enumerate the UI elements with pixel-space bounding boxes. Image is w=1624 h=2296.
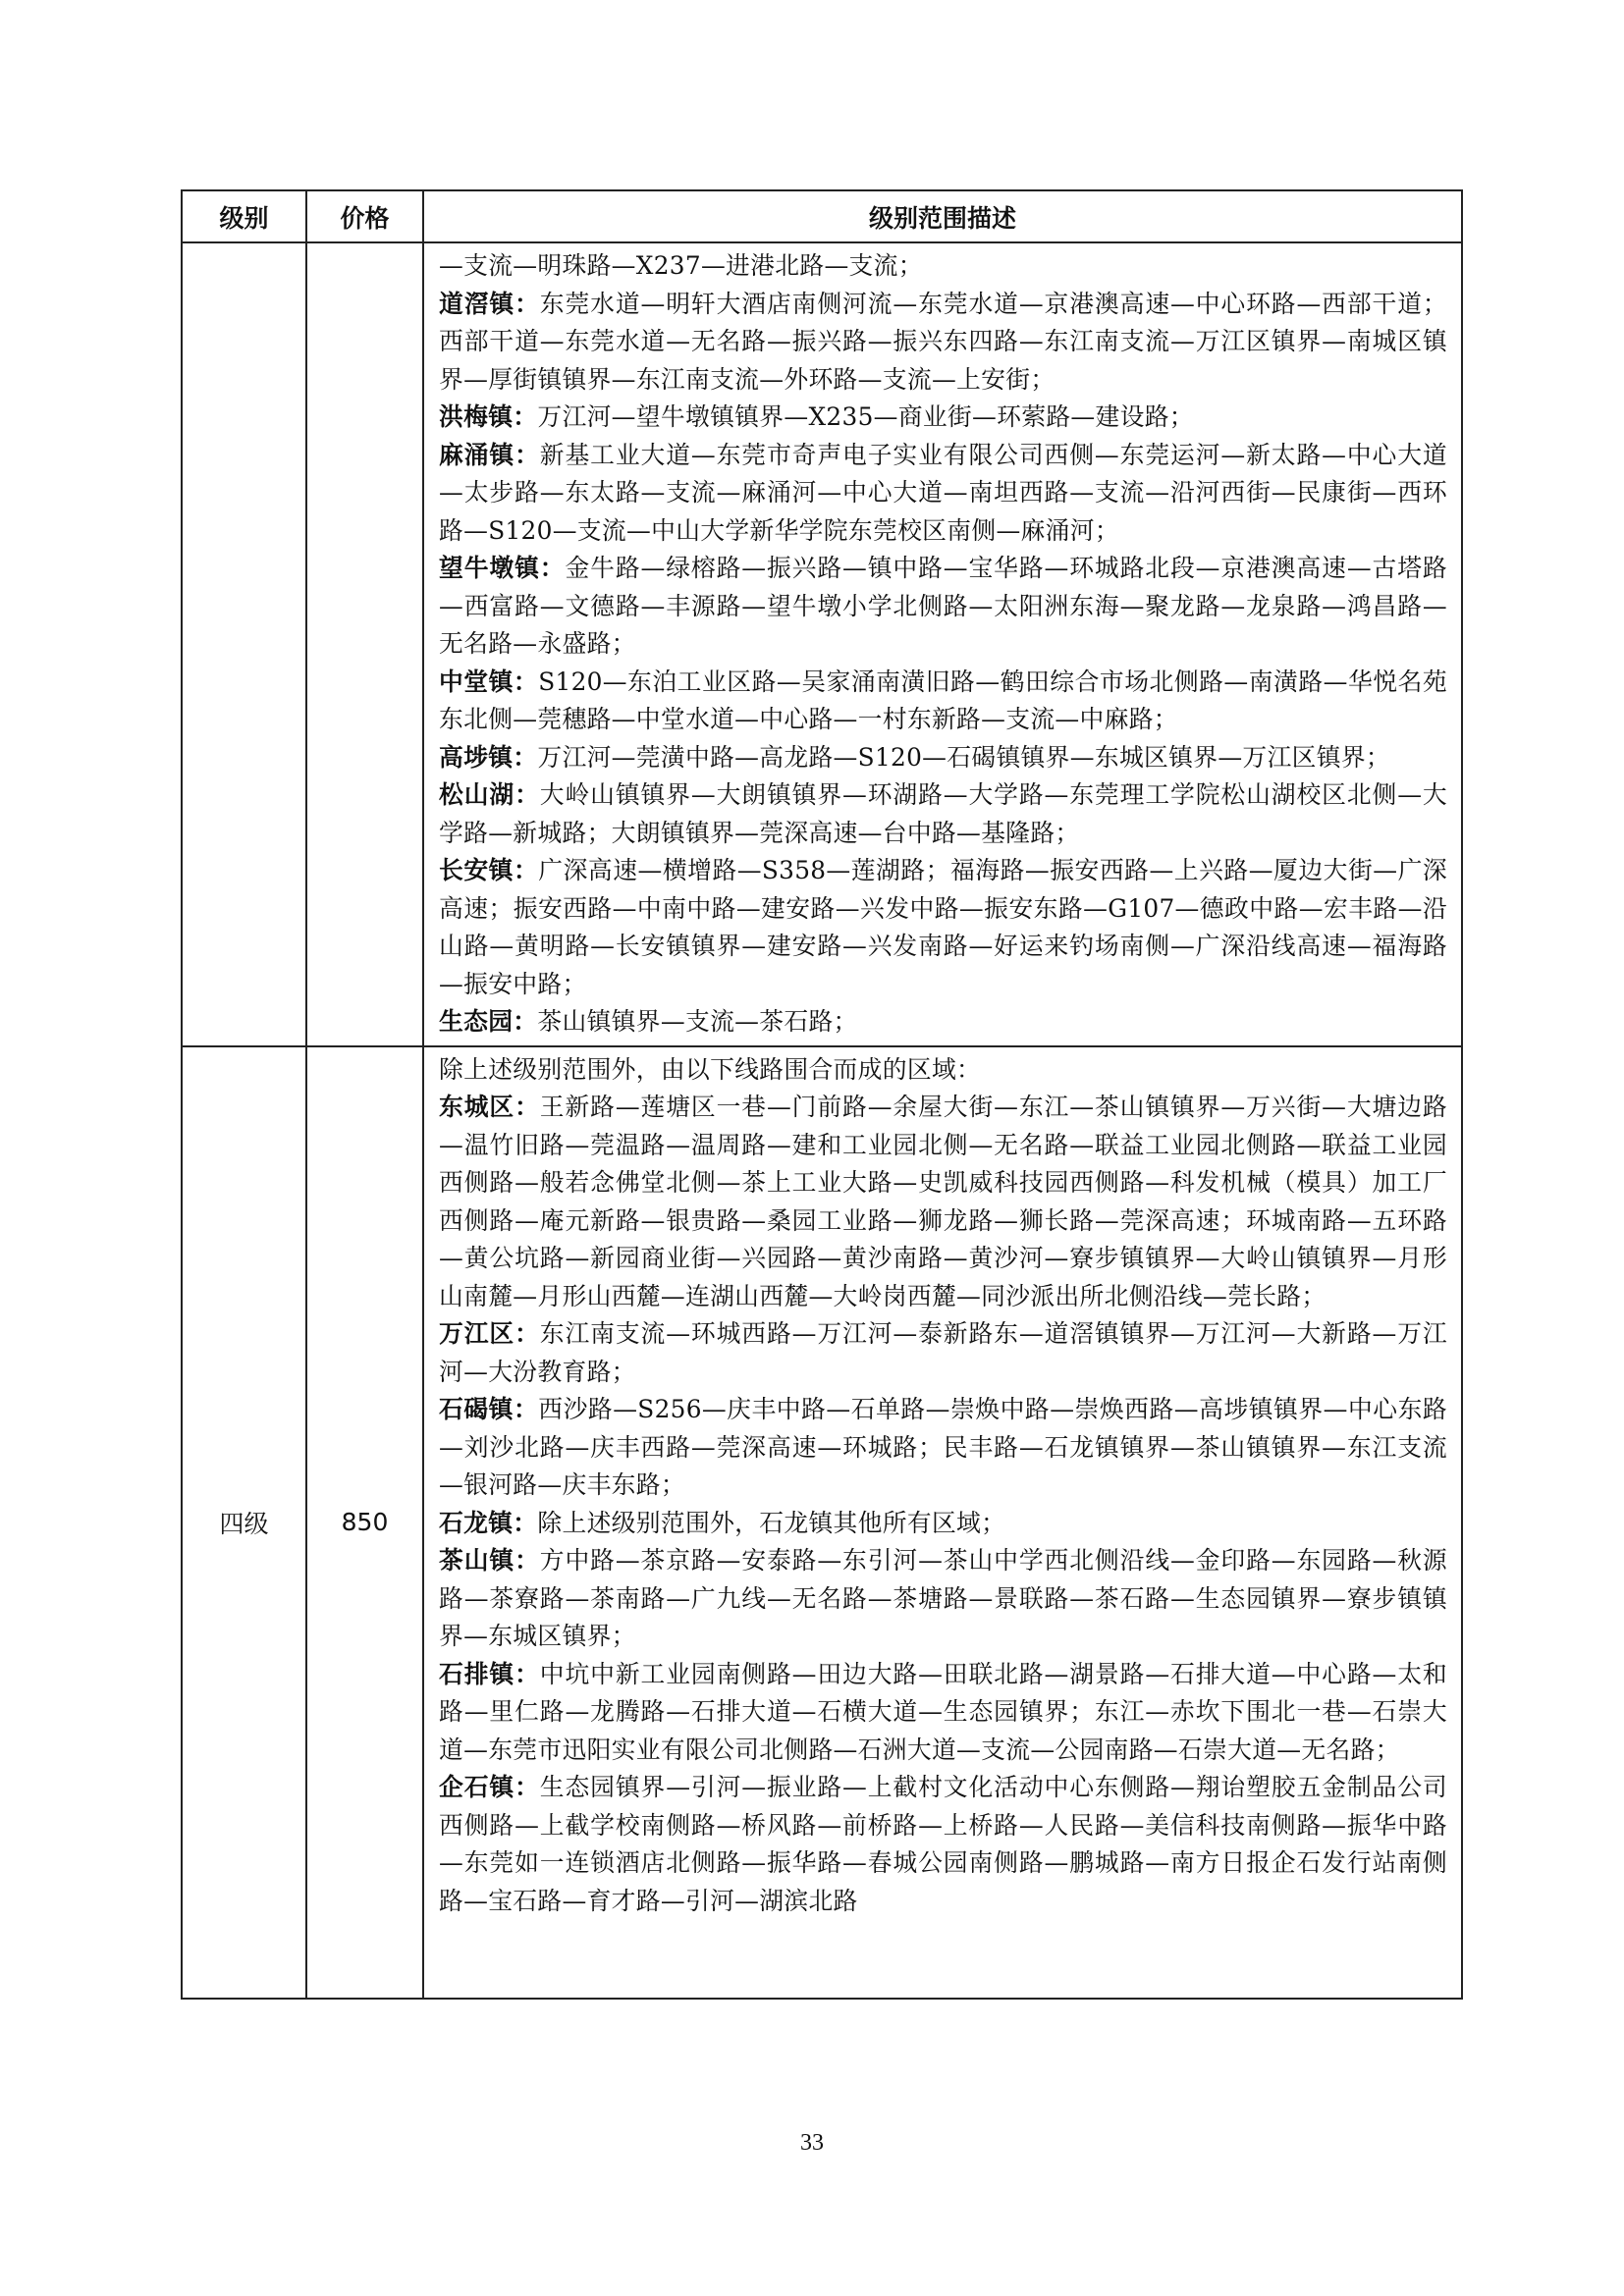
area-entry — [439, 286, 1447, 400]
area-entry — [439, 399, 1447, 437]
route-text: 西沙路—S256—庆丰中路—石单路—崇焕中路—崇焕西路—高埗镇镇界—中心东路—刘沙北路—庆丰西路—莞深高速—环城路；民丰路—石龙镇镇界—茶山镇镇界—东江支流—银河路—庆丰东路； — [439, 1395, 1447, 1499]
area-entry — [439, 664, 1447, 739]
route-text: 方中路—茶京路—安泰路—东引河—茶山中学西北侧沿线—金印路—东园路—秋源路—茶寮路—茶南路—广九线—无名路—茶塘路—景联路—茶石路—生态园镇界—寮步镇镇界—东城区镇界； — [439, 1546, 1447, 1650]
town-name: 生态园： — [439, 1007, 538, 1036]
route-text: 东莞水道—明轩大酒店南侧河流—东莞水道—京港澳高速—中心环路—西部干道；西部干道—东莞水道—无名路—振兴路—振兴东四路—东江南支流—万江区镇界—南城区镇界—厚街镇镇界—东江南支流—外环路—支流—上安街； — [439, 289, 1447, 394]
town-name: 石龙镇： — [439, 1508, 538, 1537]
town-name: 道滘镇： — [439, 289, 540, 318]
header-description: 级别范围描述 — [423, 190, 1462, 242]
town-name: 茶山镇： — [439, 1546, 540, 1575]
page-number: 33 — [800, 2130, 824, 2156]
route-text: 中坑中新工业园南侧路—田边大路—田联北路—湖景路—石排大道—中心路—太和路—里仁路—龙腾路—石排大道—石横大道—生态园镇界；东江—赤坎下围北一巷—石崇大道—东莞市迅阳实业有限公司北侧路—石洲大道—支流—公园南路—石崇大道—无名路； — [439, 1659, 1447, 1764]
route-text: 大岭山镇镇界—大朗镇镇界—环湖路—大学路—东莞理工学院松山湖校区北侧—大学路—新城路；大朗镇镇界—莞深高速—台中路—基隆路； — [439, 780, 1447, 847]
route-text: 除上述级别范围外，石龙镇其他所有区域； — [537, 1508, 1006, 1537]
price-cell: 850 — [306, 1046, 423, 1999]
route-text: —支流—明珠路—X237—进港北路—支流； — [439, 251, 923, 280]
area-entry — [439, 739, 1447, 777]
area-entry — [439, 1656, 1447, 1770]
price-cell — [306, 242, 423, 1046]
town-name: 企石镇： — [439, 1773, 540, 1801]
town-name: 石排镇： — [439, 1659, 540, 1688]
level-cell — [182, 242, 306, 1046]
description-cell — [423, 242, 1462, 1046]
table-row — [182, 242, 1462, 1046]
area-entry — [439, 1089, 1447, 1315]
area-entry — [439, 1051, 1447, 1090]
town-name: 松山湖： — [439, 780, 540, 809]
header-level: 级别 — [182, 190, 306, 242]
route-text: 金牛路—绿榕路—振兴路—镇中路—宝华路—环城路北段—京港澳高速—古塔路—西富路—文德路—丰源路—望牛墩小学北侧路—太阳洲东海—聚龙路—龙泉路—鸿昌路—无名路—永盛路； — [439, 554, 1447, 658]
area-entry — [439, 1505, 1447, 1543]
route-text: 广深高速—横增路—S358—莲湖路；福海路—振安西路—上兴路—厦边大街—广深高速；振安西路—中南中路—建安路—兴发中路—振安东路—G107—德政中路—宏丰路—沿山路—黄明路—长安镇镇界—建安路—兴发南路—好运来钓场南侧—广深沿线高速—福海路—振安中路； — [439, 856, 1447, 998]
town-name: 万江区： — [439, 1319, 540, 1348]
area-entry — [439, 437, 1447, 551]
area-entry — [439, 776, 1447, 852]
area-entry — [439, 1315, 1447, 1391]
table-header-row — [182, 190, 1462, 242]
town-name: 望牛墩镇： — [439, 554, 566, 582]
route-text: 东江南支流—环城西路—万江河—泰新路东—道滘镇镇界—万江河—大新路—万江河—大汾教育路； — [439, 1319, 1447, 1386]
route-text: 除上述级别范围外，由以下线路围合而成的区域： — [439, 1054, 982, 1084]
area-entry — [439, 852, 1447, 1003]
route-text: 王新路—莲塘区一巷—门前路—余屋大街—东江—茶山镇镇界—万兴街—大塘边路—温竹旧路—莞温路—温周路—建和工业园北侧—无名路—联益工业园北侧路—联益工业园西侧路—般若念佛堂北侧—茶上工业大路—史凯威科技园西侧路—科发机械（模具）加工厂西侧路—庵元新路—银贵路—桑园工业路—狮龙路—狮长路—莞深高速；环城南路—五环路—黄公坑路—新园商业街—兴园路—黄沙南路—黄沙河—寮步镇镇界—大岭山镇镇界—月形山南麓—月形山西麓—连湖山西麓—大岭岗西麓—同沙派出所北侧沿线—莞长路； — [439, 1093, 1447, 1310]
area-entry — [439, 550, 1447, 664]
route-text: 万江河—莞潢中路—高龙路—S120—石碣镇镇界—东城区镇界—万江区镇界； — [537, 742, 1391, 772]
town-name: 长安镇： — [439, 856, 539, 884]
description-cell — [423, 1046, 1462, 1999]
route-text: 茶山镇镇界—支流—茶石路； — [537, 1007, 858, 1036]
town-name: 洪梅镇： — [439, 402, 538, 431]
table-row — [182, 1046, 1462, 1999]
town-name: 麻涌镇： — [439, 440, 540, 469]
header-price: 价格 — [306, 190, 423, 242]
route-text: S120—东泊工业区路—吴家涌南潢旧路—鹤田综合市场北侧路—南潢路—华悦名苑东北侧—莞穗路—中堂水道—中心路—一村东新路—支流—中麻路； — [439, 667, 1447, 733]
area-entry — [439, 1542, 1447, 1656]
level-cell: 四级 — [182, 1046, 306, 1999]
route-text: 新基工业大道—东莞市奇声电子实业有限公司西侧—东莞运河—新太路—中心大道—太步路—东太路—支流—麻涌河—中心大道—南坦西路—支流—沿河西街—民康街—西环路—S120—支流—中山大学新华学院东莞校区南侧—麻涌河； — [439, 440, 1447, 545]
town-name: 高埗镇： — [439, 742, 538, 772]
route-text: 生态园镇界—引河—振业路—上截村文化活动中心东侧路—翔诒塑胶五金制品公司西侧路—上截学校南侧路—桥风路—前桥路—上桥路—人民路—美信科技南侧路—振华中路—东莞如一连锁酒店北侧路—振华路—春城公园南侧路—鹏城路—南方日报企石发行站南侧路—宝石路—育才路—引河—湖滨北路 — [439, 1773, 1447, 1915]
area-entry — [439, 247, 1447, 286]
town-name: 东城区： — [439, 1093, 540, 1121]
route-text: 万江河—望牛墩镇镇界—X235—商业街—环萦路—建设路； — [537, 402, 1194, 431]
area-entry — [439, 1391, 1447, 1505]
price-level-table — [181, 189, 1463, 2000]
town-name: 中堂镇： — [439, 667, 539, 696]
area-entry — [439, 1003, 1447, 1041]
area-entry — [439, 1769, 1447, 1920]
town-name: 石碣镇： — [439, 1395, 539, 1423]
